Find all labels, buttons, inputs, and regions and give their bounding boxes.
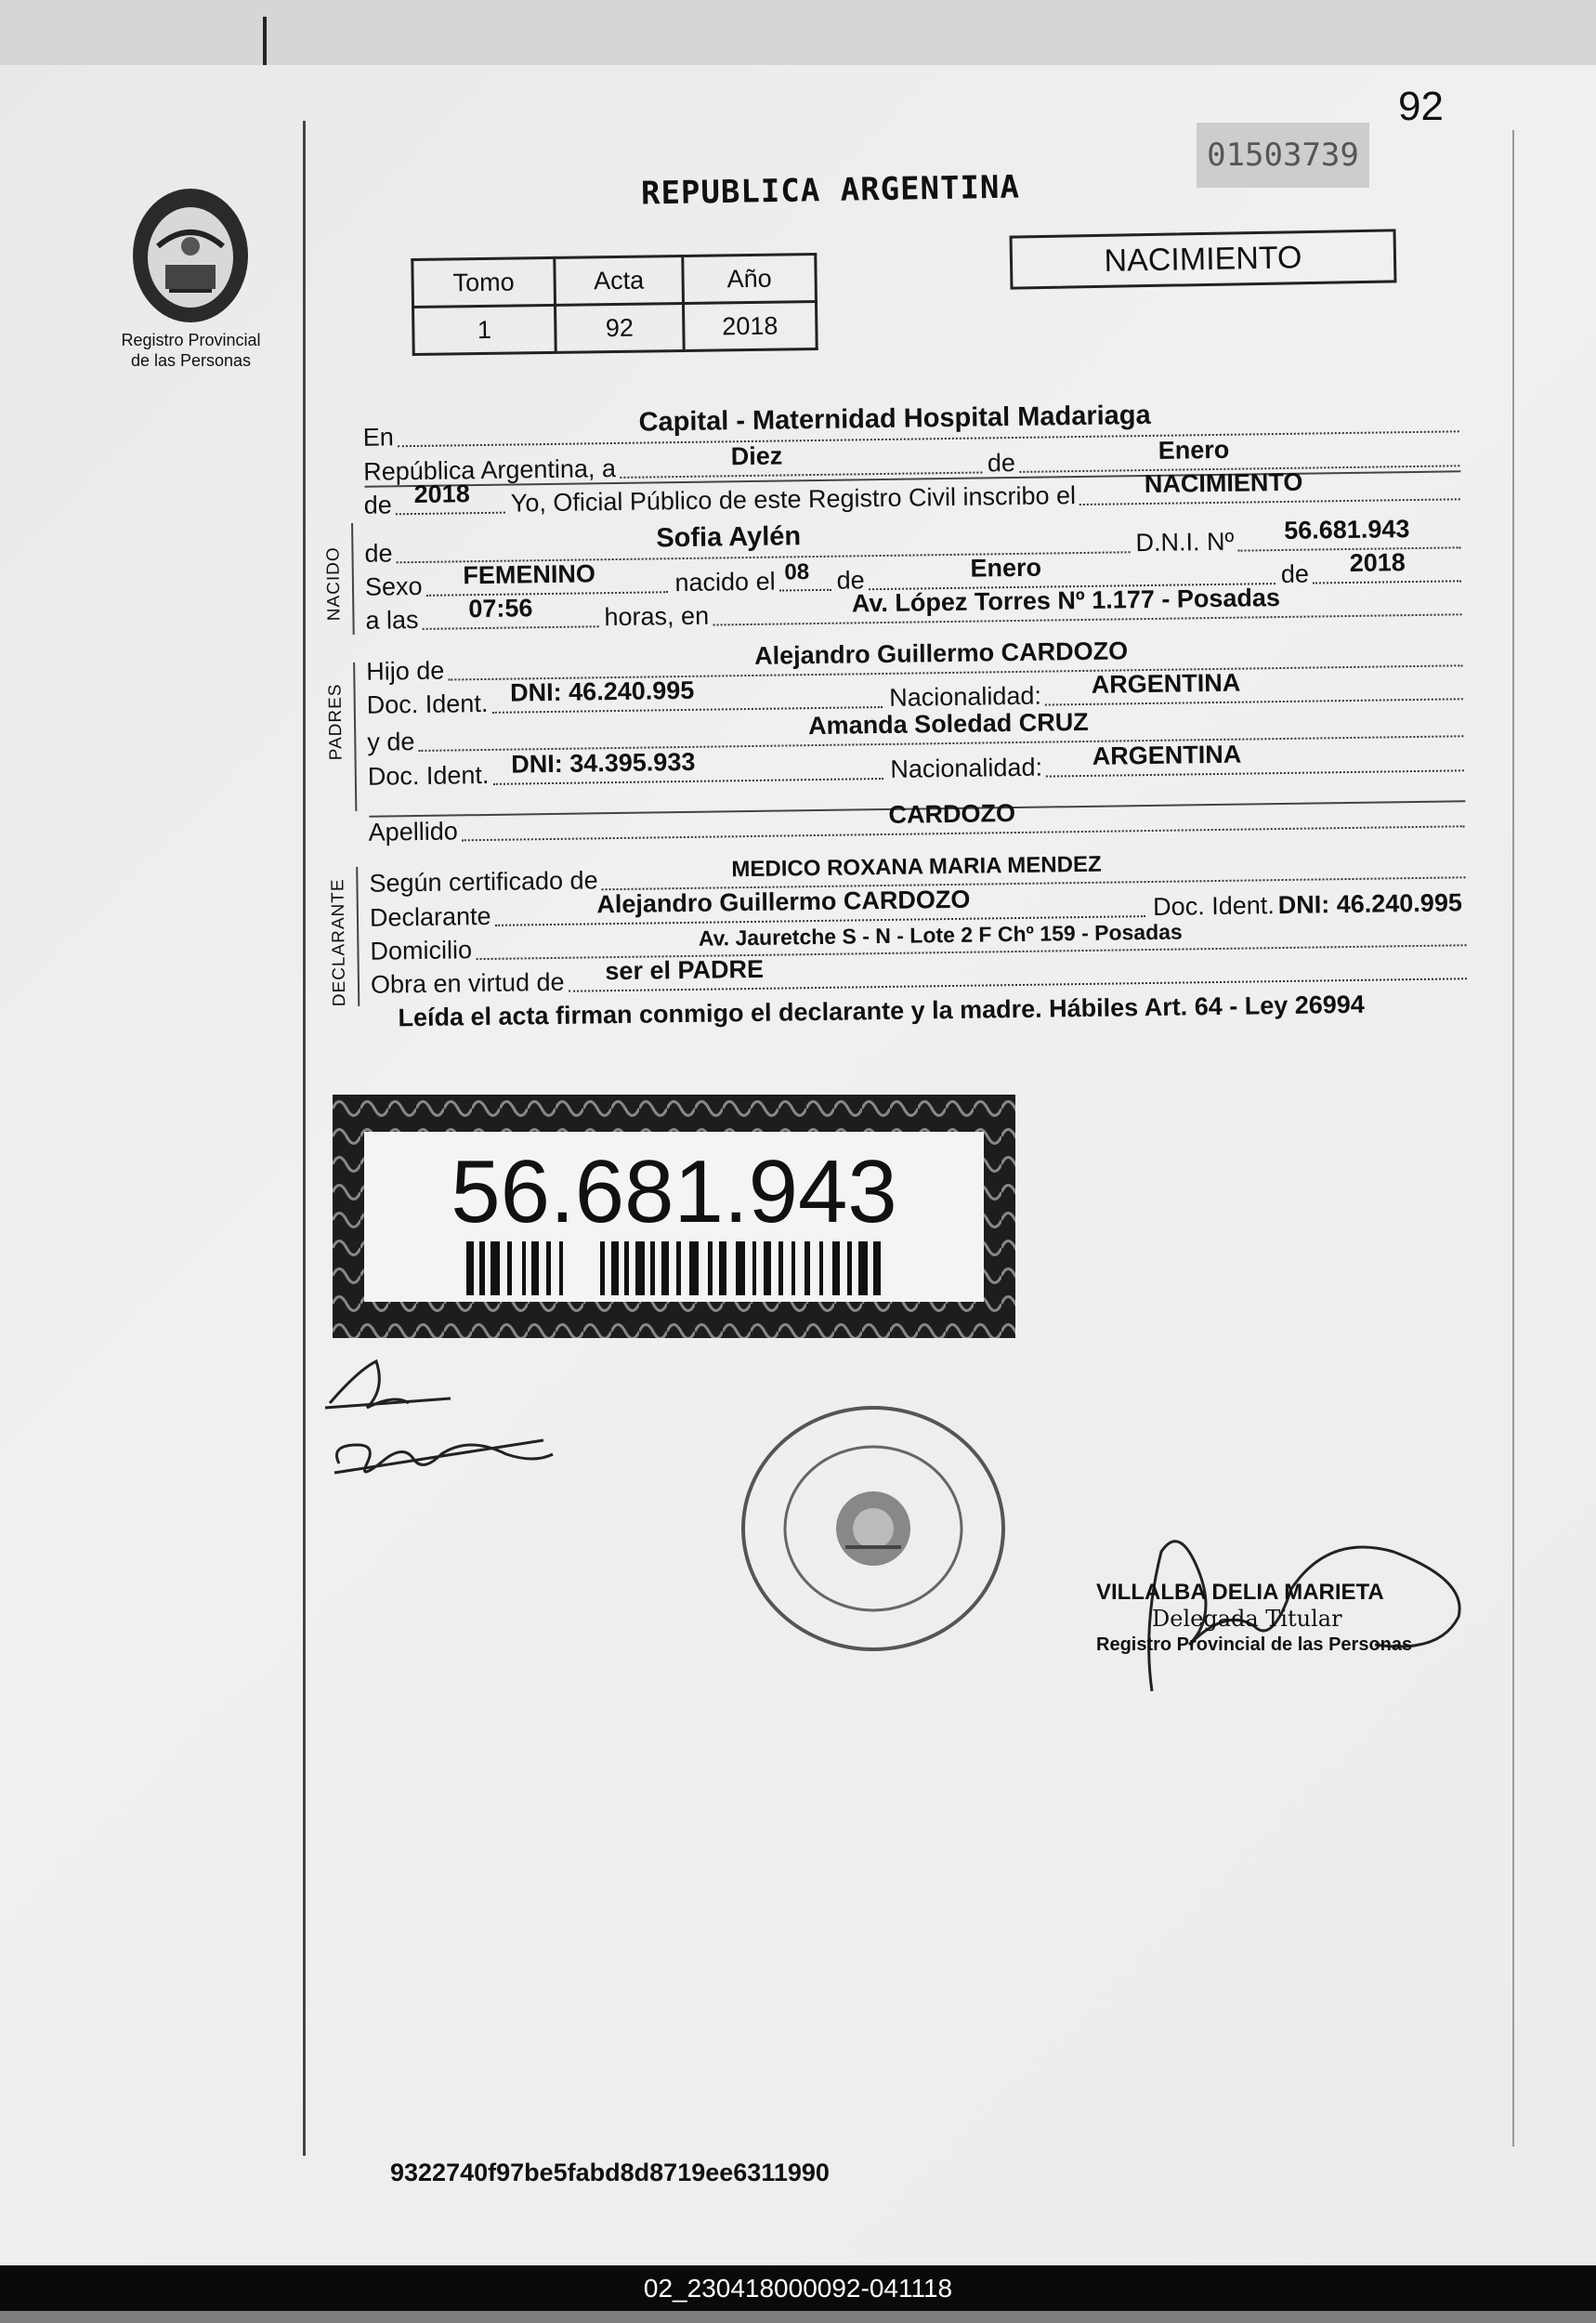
value-registered: NACIMIENTO	[1144, 467, 1303, 499]
field-sex	[425, 559, 667, 597]
row-surname	[368, 800, 1464, 847]
field-birth-day	[778, 559, 831, 592]
page-number: 92	[1398, 84, 1444, 129]
value-surname: CARDOZO	[888, 799, 1016, 829]
value-day: Diez	[730, 441, 783, 471]
label-dni: D.N.I. Nº	[1135, 527, 1235, 558]
label-de4: de	[1280, 559, 1310, 589]
value-child-name: Sofia Aylén	[656, 521, 802, 554]
field-time	[422, 594, 598, 630]
label-republica: República Argentina, a	[363, 453, 617, 486]
register-value-acta: 92	[556, 303, 685, 352]
field-capacity	[568, 953, 1467, 992]
official-title: Delegada Titular	[1152, 1606, 1342, 1632]
field-registered	[1079, 467, 1460, 505]
logo-caption-line2: de las Personas	[130, 351, 252, 370]
value-domicile: Av. Jauretche S - N - Lote 2 F Chº 159 - Posadas	[698, 919, 1183, 951]
declarant-section-bracket	[356, 867, 360, 1006]
label-capacity: Obra en virtud de	[370, 967, 565, 999]
label-surname: Apellido	[368, 817, 458, 847]
field-mother-dni	[492, 747, 883, 785]
born-section-bracket	[351, 523, 355, 635]
register-value-anio: 2018	[683, 301, 817, 350]
value-time: 07:56	[468, 594, 533, 623]
field-year	[396, 479, 505, 516]
value-sex: FEMENINO	[463, 559, 596, 590]
dni-number-card	[333, 1095, 1015, 1338]
value-place: Capital - Maternidad Hospital Madariaga	[638, 400, 1151, 438]
register-header-anio: Año	[683, 254, 817, 303]
serial-stamp: 01503739	[1197, 123, 1369, 188]
section-label-declarant: DECLARANTE	[328, 878, 350, 1007]
field-father-dni	[491, 676, 882, 714]
label-certifier: Según certificado de	[369, 866, 598, 898]
label-mother-nat: Nacionalidad:	[890, 753, 1043, 783]
label-declarant-doc: Doc. Ident.	[1152, 891, 1275, 921]
value-certifier: MEDICO ROXANA MARIA MENDEZ	[731, 851, 1102, 883]
label-en: En	[362, 423, 394, 452]
value-mother: Amanda Soledad CRUZ	[807, 707, 1089, 741]
field-father-nat	[1045, 668, 1463, 705]
field-birth-year	[1313, 548, 1461, 584]
parents-section-bracket	[353, 663, 357, 811]
closing-note: Leída el acta firman conmigo el declarante y la madre. Hábiles Art. 64 - Ley 26994	[398, 990, 1366, 1032]
field-day	[620, 441, 982, 478]
field-child-dni	[1237, 515, 1460, 551]
value-child-dni: 56.681.943	[1284, 515, 1410, 545]
official-office: Registro Provincial de las Personas	[1096, 1634, 1413, 1655]
document-hash: 9322740f97be5fabd8d8719ee6311990	[390, 2159, 830, 2186]
label-name: de	[364, 539, 393, 568]
label-sex: Sexo	[364, 571, 423, 601]
value-mother-dni: DNI: 34.395.933	[511, 747, 696, 779]
value-year: 2018	[413, 479, 470, 509]
register-header-tomo: Tomo	[412, 257, 556, 307]
label-declarant: Declarante	[369, 901, 491, 932]
label-father-doc: Doc. Ident.	[366, 689, 489, 719]
document-heading: REPUBLICA ARGENTINA	[640, 168, 1021, 213]
section-label-born: NACIDO	[323, 546, 345, 622]
label-domicile: Domicilio	[370, 936, 473, 965]
value-declarant: Alejandro Guillermo CARDOZO	[596, 885, 971, 919]
field-surname	[462, 801, 1465, 841]
logo-caption-line1: Registro Provincial	[121, 331, 261, 349]
record-type-box: NACIMIENTO	[1010, 229, 1397, 289]
official-block	[1096, 1580, 1412, 1658]
field-certifier	[601, 852, 1465, 890]
label-son-of: Hijo de	[366, 656, 445, 686]
dni-card-number: 56.681.943	[451, 1142, 897, 1241]
footer-code: 02_230418000092-041118	[0, 2265, 1596, 2311]
value-declarant-dni: DNI: 46.240.995	[1277, 888, 1463, 920]
value-father-dni: DNI: 46.240.995	[509, 676, 695, 707]
value-mother-nat: ARGENTINA	[1092, 740, 1242, 770]
label-mother-doc: Doc. Ident.	[367, 760, 490, 791]
declarant-signature-icon	[321, 1352, 562, 1501]
label-de3: de	[836, 566, 865, 595]
register-value-tomo: 1	[413, 305, 556, 354]
barcode-icon	[466, 1241, 882, 1295]
value-birth-address: Av. López Torres Nº 1.177 - Posadas	[851, 584, 1281, 618]
label-born: nacido el	[674, 567, 776, 597]
section-label-parents: PADRES	[325, 683, 347, 761]
value-capacity: ser el PADRE	[605, 954, 765, 986]
official-seal-icon	[734, 1398, 1013, 1659]
value-father: Alejandro Guillermo CARDOZO	[753, 637, 1129, 670]
value-birth-year: 2018	[1349, 548, 1406, 577]
field-mother-nat	[1046, 740, 1464, 777]
value-birth-month: Enero	[970, 553, 1042, 583]
field-mother	[418, 707, 1463, 752]
register-header-acta: Acta	[555, 256, 684, 305]
value-birth-day: 08	[784, 559, 810, 585]
value-father-nat: ARGENTINA	[1091, 668, 1241, 699]
label-hours: horas, en	[604, 601, 710, 632]
value-month: Enero	[1158, 435, 1230, 465]
label-father-nat: Nacionalidad:	[889, 681, 1042, 712]
official-name: VILLALBA DELIA MARIETA	[1096, 1580, 1384, 1605]
field-place	[398, 400, 1459, 447]
label-time: a las	[365, 605, 419, 635]
dni-card-inner	[364, 1132, 984, 1302]
label-de2: de	[363, 491, 393, 519]
label-officer: Yo, Oficial Público de este Registro Civil inscribo el	[510, 481, 1077, 518]
label-and-of: y de	[367, 728, 415, 756]
label-de: de	[987, 448, 1016, 478]
